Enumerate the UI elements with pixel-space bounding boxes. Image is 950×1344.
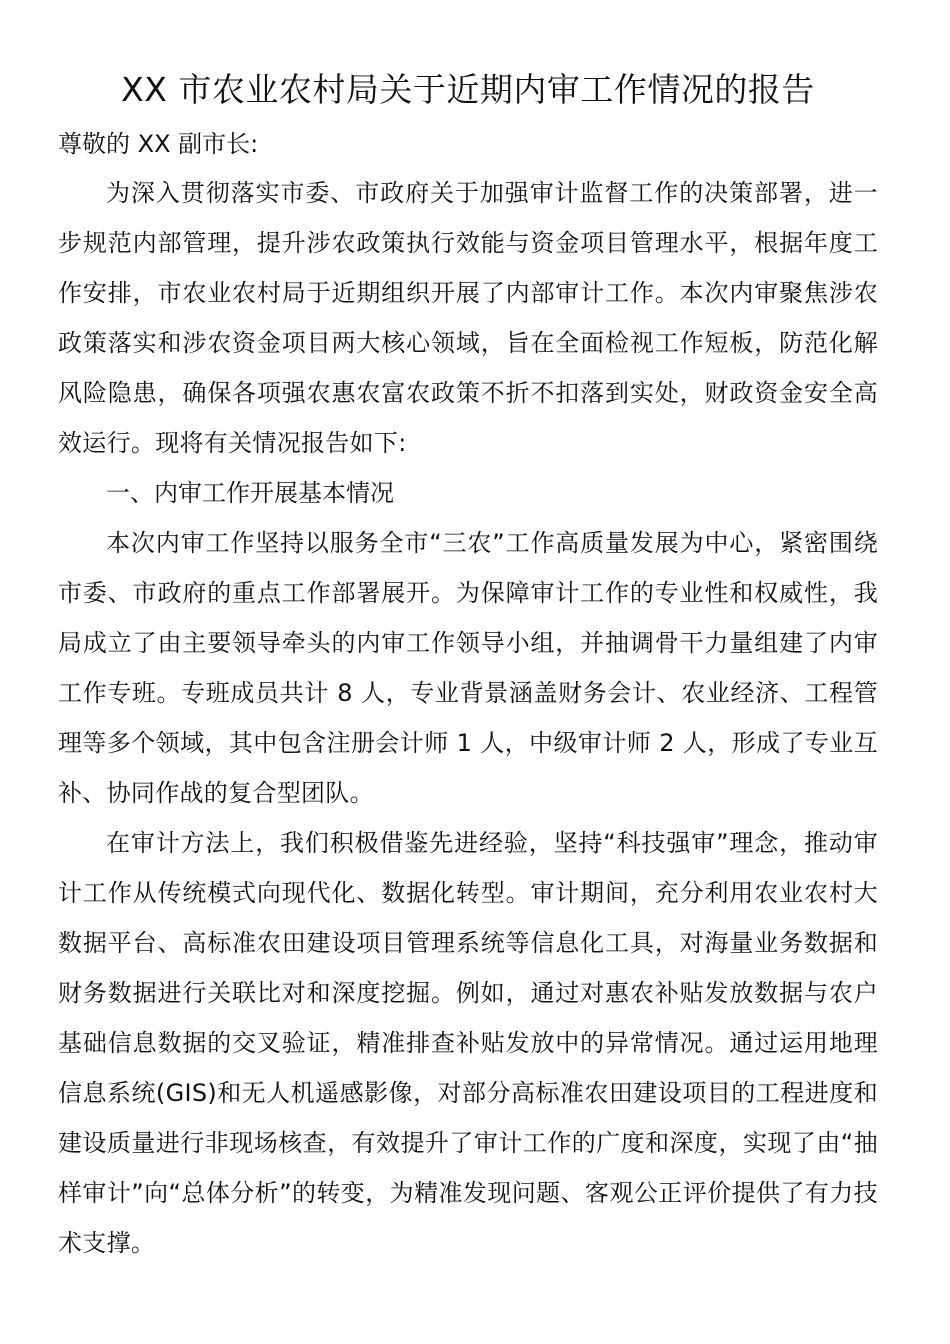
section-heading: 一、内审工作开展基本情况 — [106, 479, 394, 507]
body-paragraph: 在审计方法上，我们积极借鉴先进经验，坚持“科技强审”理念，推动审计工作从传统模式向现代化、数据化转型。审计期间，充分利用农业农村大数据平台、高标准农田建设项目管理系统等信息化工具，对海量业务数据和财务数据进行关联比对和深度挖掘。例如，通过对惠农补贴发放数据与农户基础信息数据的交叉验证，精准排查补贴发放中的异常情况。通过运用地理信息系统(GIS)和无人机遥感影像，对部分高标准农田建设项目的工程进度和建设质量进行非现场核查，有效提升了审计工作的广度和深度，实现了由“抽样审计”向“总体分析”的转变，为精准发现问题、客观公正评价提供了有力技术支撑。 — [58, 829, 878, 1257]
salutation: 尊敬的 XX 副市长: — [58, 130, 259, 158]
document-page — [58, 64, 878, 1268]
document-title: XX 市农业农村局关于近期内审工作情况的报告 — [121, 70, 815, 109]
intro-paragraph: 为深入贯彻落实市委、市政府关于加强审计监督工作的决策部署，进一步规范内部管理，提升涉农政策执行效能与资金项目管理水平，根据年度工作安排，市农业农村局于近期组织开展了内部审计工作。本次内审聚焦涉农政策落实和涉农资金项目两大核心领域，旨在全面检视工作短板，防范化解风险隐患，确保各项强农惠农富农政策不折不扣落到实处，财政资金安全高效运行。现将有关情况报告如下: — [58, 179, 878, 457]
body-paragraph: 本次内审工作坚持以服务全市“三农”工作高质量发展为中心，紧密围绕市委、市政府的重点工作部署展开。为保障审计工作的专业性和权威性，我局成立了由主要领导牵头的内审工作领导小组，并抽调骨干力量组建了内审工作专班。专班成员共计 8 人，专业背景涵盖财务会计、农业经济、工程管理等多个领域，其中包含注册会计师 1 人，中级审计师 2 人，形成了专业互补、协同作战的复合型团队。 — [58, 529, 878, 807]
